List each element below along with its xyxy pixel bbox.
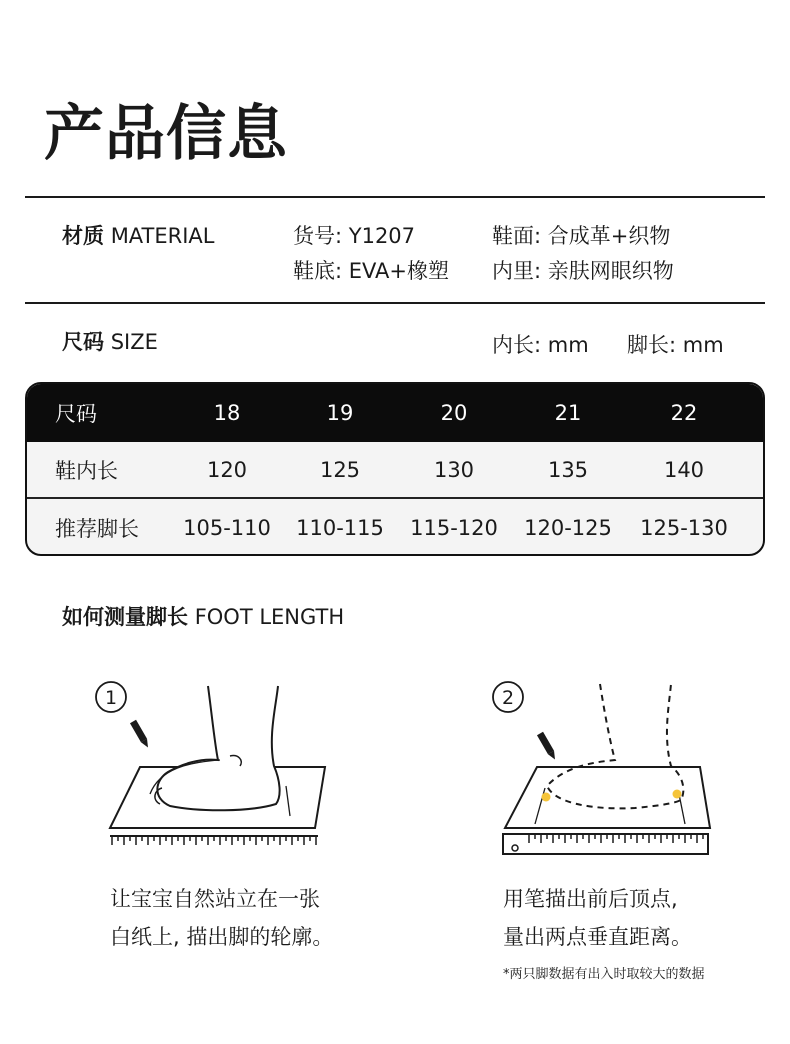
step2-illustration bbox=[485, 676, 725, 856]
table-cell: 140 bbox=[663, 457, 705, 482]
table-header-row bbox=[27, 384, 763, 442]
lining-material: 内里: 亲肤网眼织物 bbox=[492, 259, 674, 283]
step1-illustration bbox=[90, 676, 330, 856]
table-cell: 120 bbox=[206, 457, 248, 482]
foot-length-unit: 脚长: mm bbox=[627, 333, 724, 357]
table-row bbox=[27, 499, 763, 556]
upper-material: 鞋面: 合成革+织物 bbox=[492, 224, 671, 248]
step1-number: 1 bbox=[104, 687, 118, 709]
footnote: *两只脚数据有出入时取较大的数据 bbox=[503, 967, 705, 982]
step1-line2: 白纸上, 描出脚的轮廓。 bbox=[110, 925, 334, 949]
page-title: 产品信息 bbox=[44, 99, 288, 169]
table-cell: 130 bbox=[433, 457, 475, 482]
table-row bbox=[27, 442, 763, 499]
material-heading bbox=[62, 220, 215, 250]
table-header-cell: 18 bbox=[213, 401, 241, 425]
pencil-icon bbox=[537, 732, 558, 761]
table-cell: 135 bbox=[547, 457, 589, 482]
toe-point-marker bbox=[673, 790, 682, 799]
table-header-cell: 19 bbox=[326, 401, 354, 425]
measure-label-cn: 如何测量脚长 bbox=[62, 605, 188, 629]
table-cell: 鞋内长 bbox=[55, 458, 118, 483]
material-label-cn: 材质 bbox=[62, 224, 104, 248]
step1-line1: 让宝宝自然站立在一张 bbox=[110, 887, 320, 911]
size-table bbox=[25, 382, 765, 556]
divider-middle bbox=[25, 302, 765, 304]
size-heading bbox=[62, 326, 158, 356]
table-header-cell: 22 bbox=[670, 401, 698, 425]
sole-material: 鞋底: EVA+橡塑 bbox=[293, 259, 450, 283]
step2-line1: 用笔描出前后顶点, bbox=[503, 887, 678, 911]
table-header-cell: 20 bbox=[440, 401, 468, 425]
foot-shape bbox=[157, 686, 279, 810]
step1-instructions bbox=[110, 880, 333, 956]
heel-point-marker bbox=[542, 793, 551, 802]
table-header-cell: 21 bbox=[554, 401, 582, 425]
table-cell: 115-120 bbox=[410, 515, 498, 540]
inner-length-unit: 内长: mm bbox=[492, 333, 589, 357]
item-number: 货号: Y1207 bbox=[293, 224, 416, 248]
pencil-icon bbox=[130, 720, 151, 749]
table-cell: 110-115 bbox=[296, 515, 384, 540]
ruler-box bbox=[503, 834, 708, 854]
size-label-en: SIZE bbox=[110, 330, 158, 354]
step2-instructions bbox=[503, 880, 692, 956]
table-cell: 105-110 bbox=[183, 515, 271, 540]
table-cell: 125-130 bbox=[640, 515, 728, 540]
material-label-en: MATERIAL bbox=[110, 224, 215, 248]
divider-top bbox=[25, 196, 765, 198]
step2-line2: 量出两点垂直距离。 bbox=[503, 925, 692, 949]
table-cell: 120-125 bbox=[524, 515, 612, 540]
table-header-cell: 尺码 bbox=[55, 402, 97, 426]
ruler-ticks bbox=[112, 836, 316, 845]
table-cell: 推荐脚长 bbox=[55, 516, 139, 541]
measure-heading bbox=[62, 601, 344, 631]
table-cell: 125 bbox=[319, 457, 361, 482]
measure-label-en: FOOT LENGTH bbox=[194, 605, 345, 629]
size-label-cn: 尺码 bbox=[62, 330, 104, 354]
step2-number: 2 bbox=[501, 687, 515, 709]
